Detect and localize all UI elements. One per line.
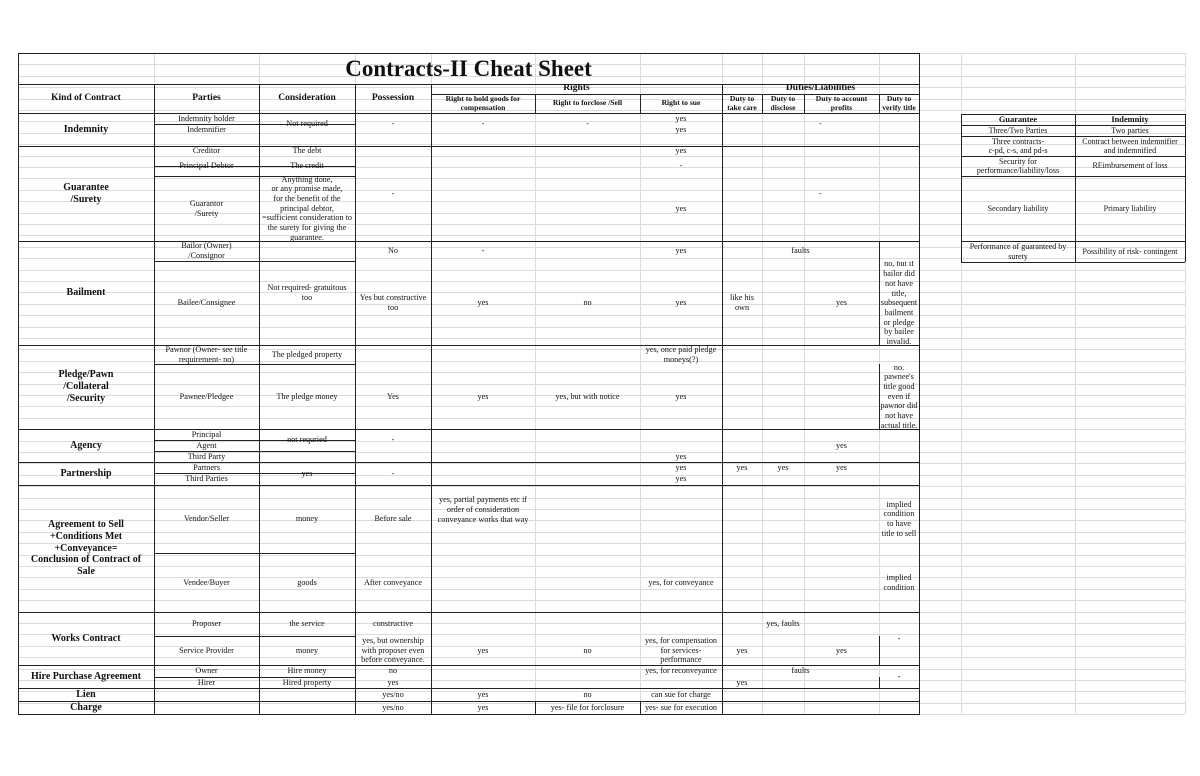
consideration: The pledged property	[271, 349, 343, 359]
side-cell-guarantee: Performance of guaranteed by surety	[969, 242, 1067, 261]
right-hold: yes	[477, 298, 489, 308]
right-sue: yes	[675, 113, 687, 123]
duty-verify: no, but if bailor did not have title, subsequent bailment or pledge by bailee invalid.	[880, 261, 918, 345]
right-sue: yes, once paid pledge moneys(?)	[645, 345, 717, 364]
side-cell-guarantee: Security for performance/liability/loss	[976, 156, 1060, 175]
duty-verify: -	[897, 633, 901, 643]
table-border	[919, 53, 920, 714]
party: Bailee/Consignee	[177, 298, 236, 308]
side-header-guarantee: Guarantee	[998, 114, 1038, 124]
possession: yes/no	[382, 689, 404, 699]
possession: -	[391, 119, 395, 129]
side-cell-guarantee: Secondary liability	[987, 203, 1049, 213]
duty-care: like his own	[730, 293, 754, 312]
duty-verify: -	[897, 671, 901, 681]
consideration: the service	[289, 619, 325, 629]
duty-care: yes	[736, 462, 748, 472]
side-cell-indemnity: Contract between indemnifier and indemnified	[1082, 136, 1178, 155]
kind-works: Works Contract	[51, 632, 121, 644]
possession: -	[391, 435, 395, 445]
kind-pledge: Pledge/Pawn /Collateral /Security	[58, 369, 114, 404]
consideration: Hired property	[282, 677, 332, 687]
header-kind: Kind of Contract	[51, 92, 121, 103]
side-cell-indemnity: Two parties	[1111, 125, 1149, 135]
right-sue: yes	[675, 146, 687, 156]
duty-disclose: faults	[791, 246, 810, 256]
right-sue: yes	[675, 298, 687, 308]
party: Third Parties	[185, 474, 228, 484]
duty-care: yes	[736, 645, 748, 655]
possession: yes	[387, 677, 399, 687]
right-hold: yes	[477, 702, 489, 712]
header-right-hold: Right to hold goods for compensation	[445, 94, 521, 112]
right-sue: yes	[675, 391, 687, 401]
possession: constructive	[372, 619, 413, 629]
kind-partnership: Partnership	[60, 467, 112, 479]
party: Creditor	[192, 146, 221, 156]
right-foreclose: no	[583, 689, 592, 699]
possession: -	[391, 188, 395, 198]
possession: Before sale	[374, 514, 412, 524]
party: Guarantor /Surety	[189, 198, 224, 218]
consideration: Not required	[286, 119, 328, 129]
header-duty-disclose: Duty to disclose	[770, 94, 796, 112]
party: Hirer	[197, 677, 216, 687]
party: Indemnity holder	[178, 113, 235, 123]
duty-account: yes	[836, 645, 847, 655]
header-duties: Duties/Liabilities	[785, 84, 856, 94]
header-duty-verify: Duty to verify title	[882, 94, 916, 112]
side-cell-guarantee: Three/Two Parties	[988, 125, 1048, 135]
duty-verify: no. pawnee's title good even if pawnor did not have actual title.	[880, 364, 918, 429]
consideration: The debt	[292, 146, 322, 156]
duty-disclose: yes, faults	[766, 619, 800, 629]
right-foreclose: yes- file for forclosure	[550, 702, 625, 712]
header-right-foreclose: Right to forclose /Sell	[552, 98, 623, 108]
party: Bailor (Owner) /Consignor	[181, 241, 232, 260]
right-sue: yes, for compensation for services- performance	[644, 636, 718, 665]
duty-verify: implied condition	[883, 572, 915, 592]
duty-account: yes	[836, 298, 847, 308]
party: Pawnee/Pledgee	[179, 391, 234, 401]
side-header-indemnity: Indemnity	[1111, 114, 1149, 124]
header-duty-care: Duty to take care	[727, 94, 757, 112]
right-foreclose: no	[583, 645, 592, 655]
duties: -	[819, 188, 822, 198]
right-sue: -	[679, 161, 683, 171]
right-sue: yes	[675, 203, 687, 213]
possession: Yes	[387, 391, 399, 401]
right-hold: yes	[477, 391, 489, 401]
kind-charge: Charge	[70, 701, 102, 713]
consideration: money	[295, 514, 319, 524]
right-foreclose: no	[583, 298, 592, 308]
table-border	[961, 262, 1185, 263]
page-title: Contracts-II Cheat Sheet	[345, 55, 592, 81]
right-foreclose: -	[586, 119, 589, 129]
right-sue: yes	[675, 124, 687, 134]
kind-hire: Hire Purchase Agreement	[31, 670, 141, 682]
party: Agent	[196, 440, 217, 450]
possession: Yes but constructive too	[359, 293, 427, 312]
kind-bailment: Bailment	[66, 287, 106, 299]
party: Partners	[193, 462, 220, 472]
side-cell-indemnity: Primary liability	[1103, 203, 1157, 213]
consideration: money	[295, 645, 319, 655]
duty-care: yes	[736, 677, 748, 687]
duty-disclose: yes	[777, 462, 789, 472]
possession: -	[391, 468, 395, 478]
header-rights: Rights	[563, 84, 590, 94]
right-sue: yes- sue for execution	[644, 702, 718, 712]
right-sue: yes, for conveyance	[648, 577, 714, 587]
duty-disclose: faults	[791, 666, 810, 676]
side-cell-indemnity: REimbursement of loss	[1092, 161, 1168, 171]
header-duty-account: Duty to account profits	[815, 94, 868, 112]
consideration: Not required- gratuitous too	[267, 283, 347, 302]
party: Principal Debtor	[179, 161, 234, 171]
consideration: The credit	[290, 161, 324, 171]
right-hold: yes, partial payments etc if order of consideration conveyance works that way	[437, 495, 529, 524]
party: Owner	[195, 666, 218, 676]
party: Third Party	[187, 451, 226, 461]
possession: yes, but ownership with proposer even before conveyance.	[361, 636, 425, 665]
right-foreclose: yes, but with notice	[555, 391, 620, 401]
consideration: Hire money	[287, 666, 327, 676]
possession: No	[387, 246, 398, 256]
right-hold: -	[481, 246, 485, 256]
kind-indemnity: Indemnity	[63, 123, 109, 135]
party: Principal	[191, 429, 222, 439]
consideration: goods	[297, 577, 317, 587]
header-right-sue: Right to sue	[661, 98, 701, 108]
right-hold: -	[481, 119, 485, 129]
right-hold: yes	[477, 645, 489, 655]
consideration: Anything done, or any promise made, for the benefit of the principal debtor, =sufficient consideration to the surety for giving the guarantee.	[262, 176, 352, 241]
party: Pawnor (Owner- see title requirement- no)	[165, 345, 248, 364]
party: Proposer	[191, 619, 222, 629]
party: Vendee/Buyer	[183, 577, 230, 587]
right-sue: yes, for reconveyance	[645, 666, 717, 676]
duty-account: yes	[836, 440, 847, 450]
consideration: yes	[301, 468, 313, 478]
consideration: not requried	[287, 435, 327, 445]
right-sue: yes	[675, 474, 687, 484]
party: Service Provider	[179, 645, 234, 655]
kind-lien: Lien	[76, 688, 96, 700]
possession: no	[388, 666, 398, 676]
duty-account: yes	[836, 462, 847, 472]
possession: After conveyance	[364, 577, 422, 587]
header-possession: Possession	[371, 92, 415, 103]
right-hold: yes	[477, 689, 489, 699]
right-sue: yes	[675, 451, 687, 461]
right-sue: yes	[675, 462, 687, 472]
kind-guarantee: Guarantee /Surety	[63, 181, 109, 205]
table-border	[18, 714, 920, 715]
consideration: The pledge money	[276, 391, 338, 401]
side-cell-guarantee: Three contracts- c-pd, c-s, and pd-s	[988, 136, 1048, 155]
party: Vendor/Seller	[183, 514, 230, 524]
possession: yes/no	[382, 702, 404, 712]
party: Indemnifier	[187, 124, 226, 134]
duty-verify: implied condition to have title to sell	[881, 499, 917, 538]
kind-sale: Agreement to Sell +Conditions Met +Conveyance= Conclusion of Contract of Sale	[30, 519, 142, 578]
header-consideration: Consideration	[278, 92, 336, 103]
side-cell-indemnity: Possibility of risk- contingent	[1082, 246, 1178, 256]
duties: -	[819, 119, 822, 129]
table-border	[1185, 114, 1186, 262]
kind-agency: Agency	[70, 439, 102, 451]
header-parties: Parties	[192, 92, 221, 103]
right-sue: yes	[675, 246, 687, 256]
right-sue: can sue for charge	[651, 689, 711, 699]
